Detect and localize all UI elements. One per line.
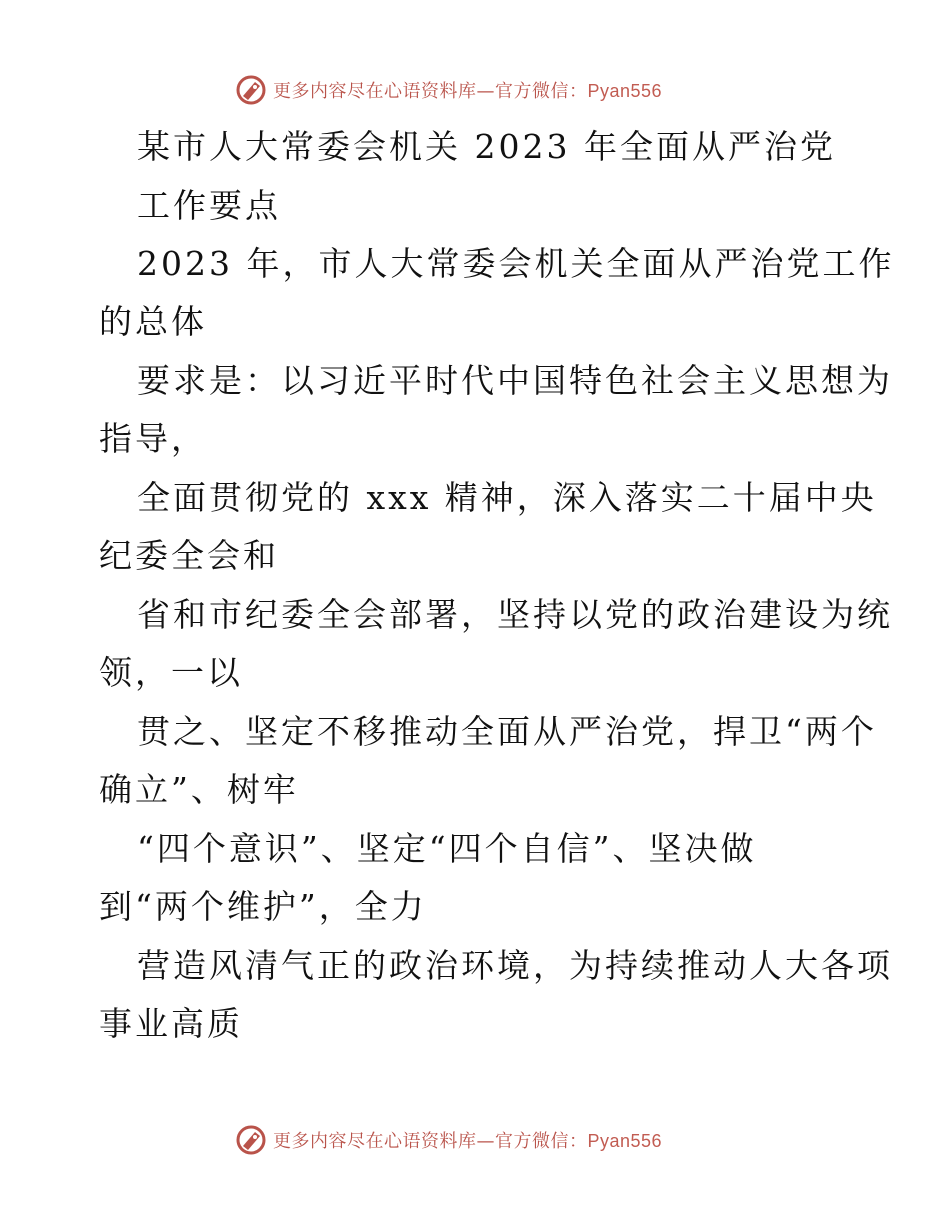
body-line: 要求是：以习近平时代中国特色社会主义思想为 [137, 361, 893, 400]
body-line: 贯之、坚定不移推动全面从严治党，捍卫“两个 [137, 712, 877, 751]
title-line-2: 工作要点 [137, 186, 281, 225]
body-line: 的总体 [99, 302, 207, 341]
header-banner [235, 72, 662, 108]
body-line: 领，一以 [99, 653, 243, 692]
header-wechat-id: Pyan556 [587, 81, 663, 101]
body-line: 到“两个维护”，全力 [99, 887, 427, 926]
footer-banner [235, 1122, 662, 1158]
body-line: 2023 年，市人大常委会机关全面从严治党工作 [137, 244, 895, 283]
footer-wechat-id: Pyan556 [587, 1131, 663, 1151]
body-line: 事业高质 [99, 1004, 243, 1043]
body-line: “四个意识”、坚定“四个自信”、坚决做 [137, 829, 757, 868]
body-line: 指导， [99, 419, 207, 458]
header-banner-label: 更多内容尽在心语资料库—官方微信： [273, 81, 588, 102]
body-line: 确立”、树牢 [99, 770, 299, 809]
body-line: 营造风清气正的政治环境，为持续推动人大各项 [137, 946, 893, 985]
pen-nib-logo-icon [235, 1124, 267, 1156]
body-line: 纪委全会和 [99, 536, 279, 575]
footer-banner-text [273, 1127, 662, 1153]
title-line-1: 某市人大常委会机关 2023 年全面从严治党 [137, 127, 836, 166]
body-line: 全面贯彻党的 xxx 精神，深入落实二十届中央 [137, 478, 877, 517]
footer-banner-label: 更多内容尽在心语资料库—官方微信： [273, 1131, 588, 1152]
pen-nib-logo-icon [235, 74, 267, 106]
body-line: 省和市纪委全会部署，坚持以党的政治建设为统 [137, 595, 893, 634]
header-banner-text [273, 77, 662, 103]
